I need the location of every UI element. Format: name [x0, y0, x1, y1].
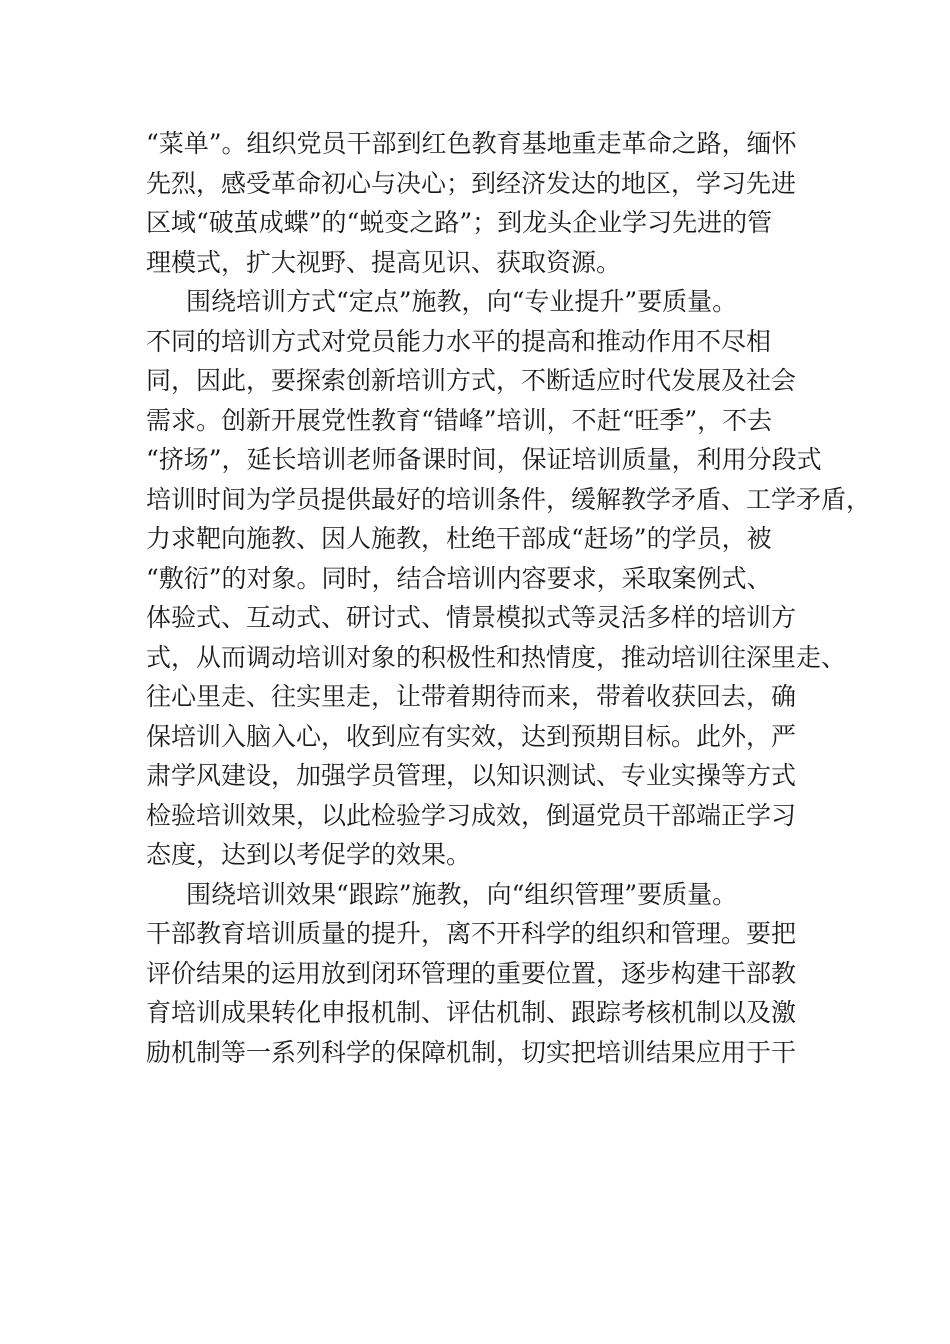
text-line: 态度，达到以考促学的效果。	[146, 840, 472, 869]
text-line: “敷衍”的对象。同时，结合培训内容要求，采取案例式、	[146, 563, 772, 593]
text-line: “菜单”。组织党员干部到红色教育基地重走革命之路，缅怀	[146, 129, 797, 158]
paragraph-heading: 围绕培训效果“跟踪”施教，向“组织管理”要质量。	[186, 879, 738, 909]
text-line: 检验培训效果，以此检验学习成效，倒逼党员干部端正学习	[146, 800, 797, 830]
text-line: 理模式，扩大视野、提高见识、获取资源。	[146, 247, 622, 277]
text-line: 力求靶向施教、因人施教，杜绝干部成“赶场”的学员，被	[146, 524, 772, 553]
text-line: 先烈，感受革命初心与决心；到经济发达的地区，学习先进	[146, 168, 797, 198]
text-line: 需求。创新开展党性教育“错峰”培训，不赶“旺季”，不去	[146, 405, 773, 435]
text-line: 不同的培训方式对党员能力水平的提高和推动作用不尽相	[146, 326, 772, 356]
text-line: 培训时间为学员提供最好的培训条件，缓解教学矛盾、工学矛盾，	[146, 484, 872, 514]
text-line: 育培训成果转化申报机制、评估机制、跟踪考核机制以及激	[146, 998, 797, 1027]
paragraph-heading: 围绕培训方式“定点”施教，向“专业提升”要质量。	[186, 287, 738, 316]
text-line: “挤场”，延长培训老师备课时间，保证培训质量，利用分段式	[146, 445, 822, 474]
body-text	[146, 124, 872, 1072]
text-line: 评价结果的运用放到闭环管理的重要位置，逐步构建干部教	[146, 958, 797, 988]
text-line: 体验式、互动式、研讨式、情景模拟式等灵活多样的培训方	[146, 603, 797, 632]
text-line: 式，从而调动培训对象的积极性和热情度，推动培训往深里走、	[146, 642, 847, 672]
text-line: 励机制等一系列科学的保障机制，切实把培训结果应用于干	[146, 1037, 797, 1067]
text-line: 保培训入脑入心，收到应有实效，达到预期目标。此外，严	[146, 721, 797, 751]
text-line: 干部教育培训质量的提升，离不开科学的组织和管理。要把	[146, 919, 797, 948]
text-line: 肃学风建设，加强学员管理，以知识测试、专业实操等方式	[146, 761, 797, 790]
text-line: 往心里走、往实里走，让带着期待而来，带着收获回去，确	[146, 682, 797, 711]
text-line: 区域“破茧成蝶”的“蜕变之路”；到龙头企业学习先进的管	[146, 208, 773, 237]
text-line: 同，因此，要探索创新培训方式，不断适应时代发展及社会	[146, 366, 797, 395]
